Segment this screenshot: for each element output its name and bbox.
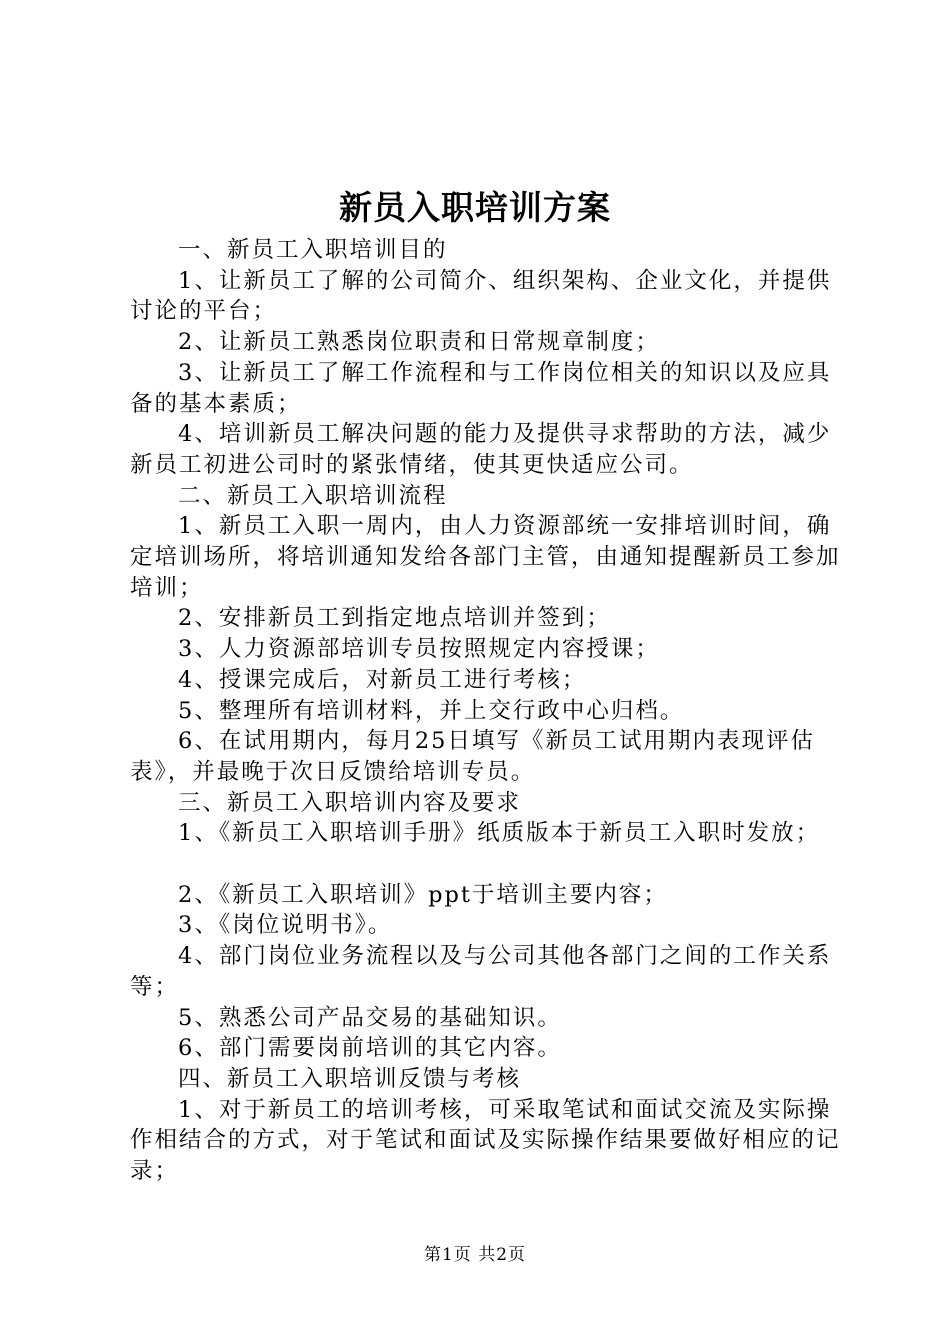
paragraph: 1、让新员工了解的公司简介、组织架构、企业文化，并提供讨论的平台； — [130, 267, 832, 325]
paragraph: 5、整理所有培训材料，并上交行政中心归档。 — [178, 697, 685, 724]
paragraph: 3、让新员工了解工作流程和与工作岗位相关的知识以及应具备的基本素质； — [130, 359, 832, 417]
section-heading-feedback: 四、新员工入职培训反馈与考核 — [178, 1065, 522, 1092]
paragraph: 6、在试用期内，每月25日填写《新员工试用期内表现评估表》，并最晚于次日反馈给培训专员。 — [130, 728, 815, 785]
paragraph: 2、《新员工入职培训》ppt于培训主要内容； — [178, 881, 668, 908]
page-footer: 第1页 共2页 — [423, 1245, 527, 1265]
section-heading-purpose: 一、新员工入职培训目的 — [178, 237, 448, 263]
paragraph: 4、培训新员工解决问题的能力及提供寻求帮助的方法，减少新员工初进公司时的紧张情绪，使其更快适应公司。 — [130, 421, 832, 478]
section-heading-process: 二、新员工入职培训流程 — [178, 482, 448, 509]
paragraph: 4、部门岗位业务流程以及与公司其他各部门之间的工作关系等； — [130, 943, 832, 1000]
paragraph: 6、部门需要岗前培训的其它内容。 — [178, 1035, 562, 1062]
paragraph: 4、授课完成后，对新员工进行考核； — [178, 666, 587, 693]
paragraph: 2、让新员工熟悉岗位职责和日常规章制度； — [178, 329, 660, 356]
blank-line — [130, 849, 850, 880]
paragraph: 1、《新员工入职培训手册》纸质版本于新员工入职时发放； — [178, 820, 821, 847]
document-title: 新员入职培训方案 — [339, 188, 611, 227]
paragraph: 1、对于新员工的培训考核，可采取笔试和面试交流及实际操作相结合的方式，对于笔试和面试及实际操作结果要做好相应的记录； — [130, 1096, 841, 1185]
document-body — [130, 235, 850, 1187]
paragraph: 3、人力资源部培训专员按照规定内容授课； — [178, 636, 660, 663]
paragraph: 3、《岗位说明书》。 — [178, 912, 393, 939]
paragraph: 5、熟悉公司产品交易的基础知识。 — [178, 1004, 562, 1031]
section-heading-content: 三、新员工入职培训内容及要求 — [178, 789, 522, 816]
paragraph: 1、新员工入职一周内，由人力资源部统一安排培训时间，确定培训场所，将培训通知发给各部门主管，由通知提醒新员工参加培训； — [130, 513, 841, 601]
paragraph: 2、安排新员工到指定地点培训并签到； — [178, 605, 611, 632]
